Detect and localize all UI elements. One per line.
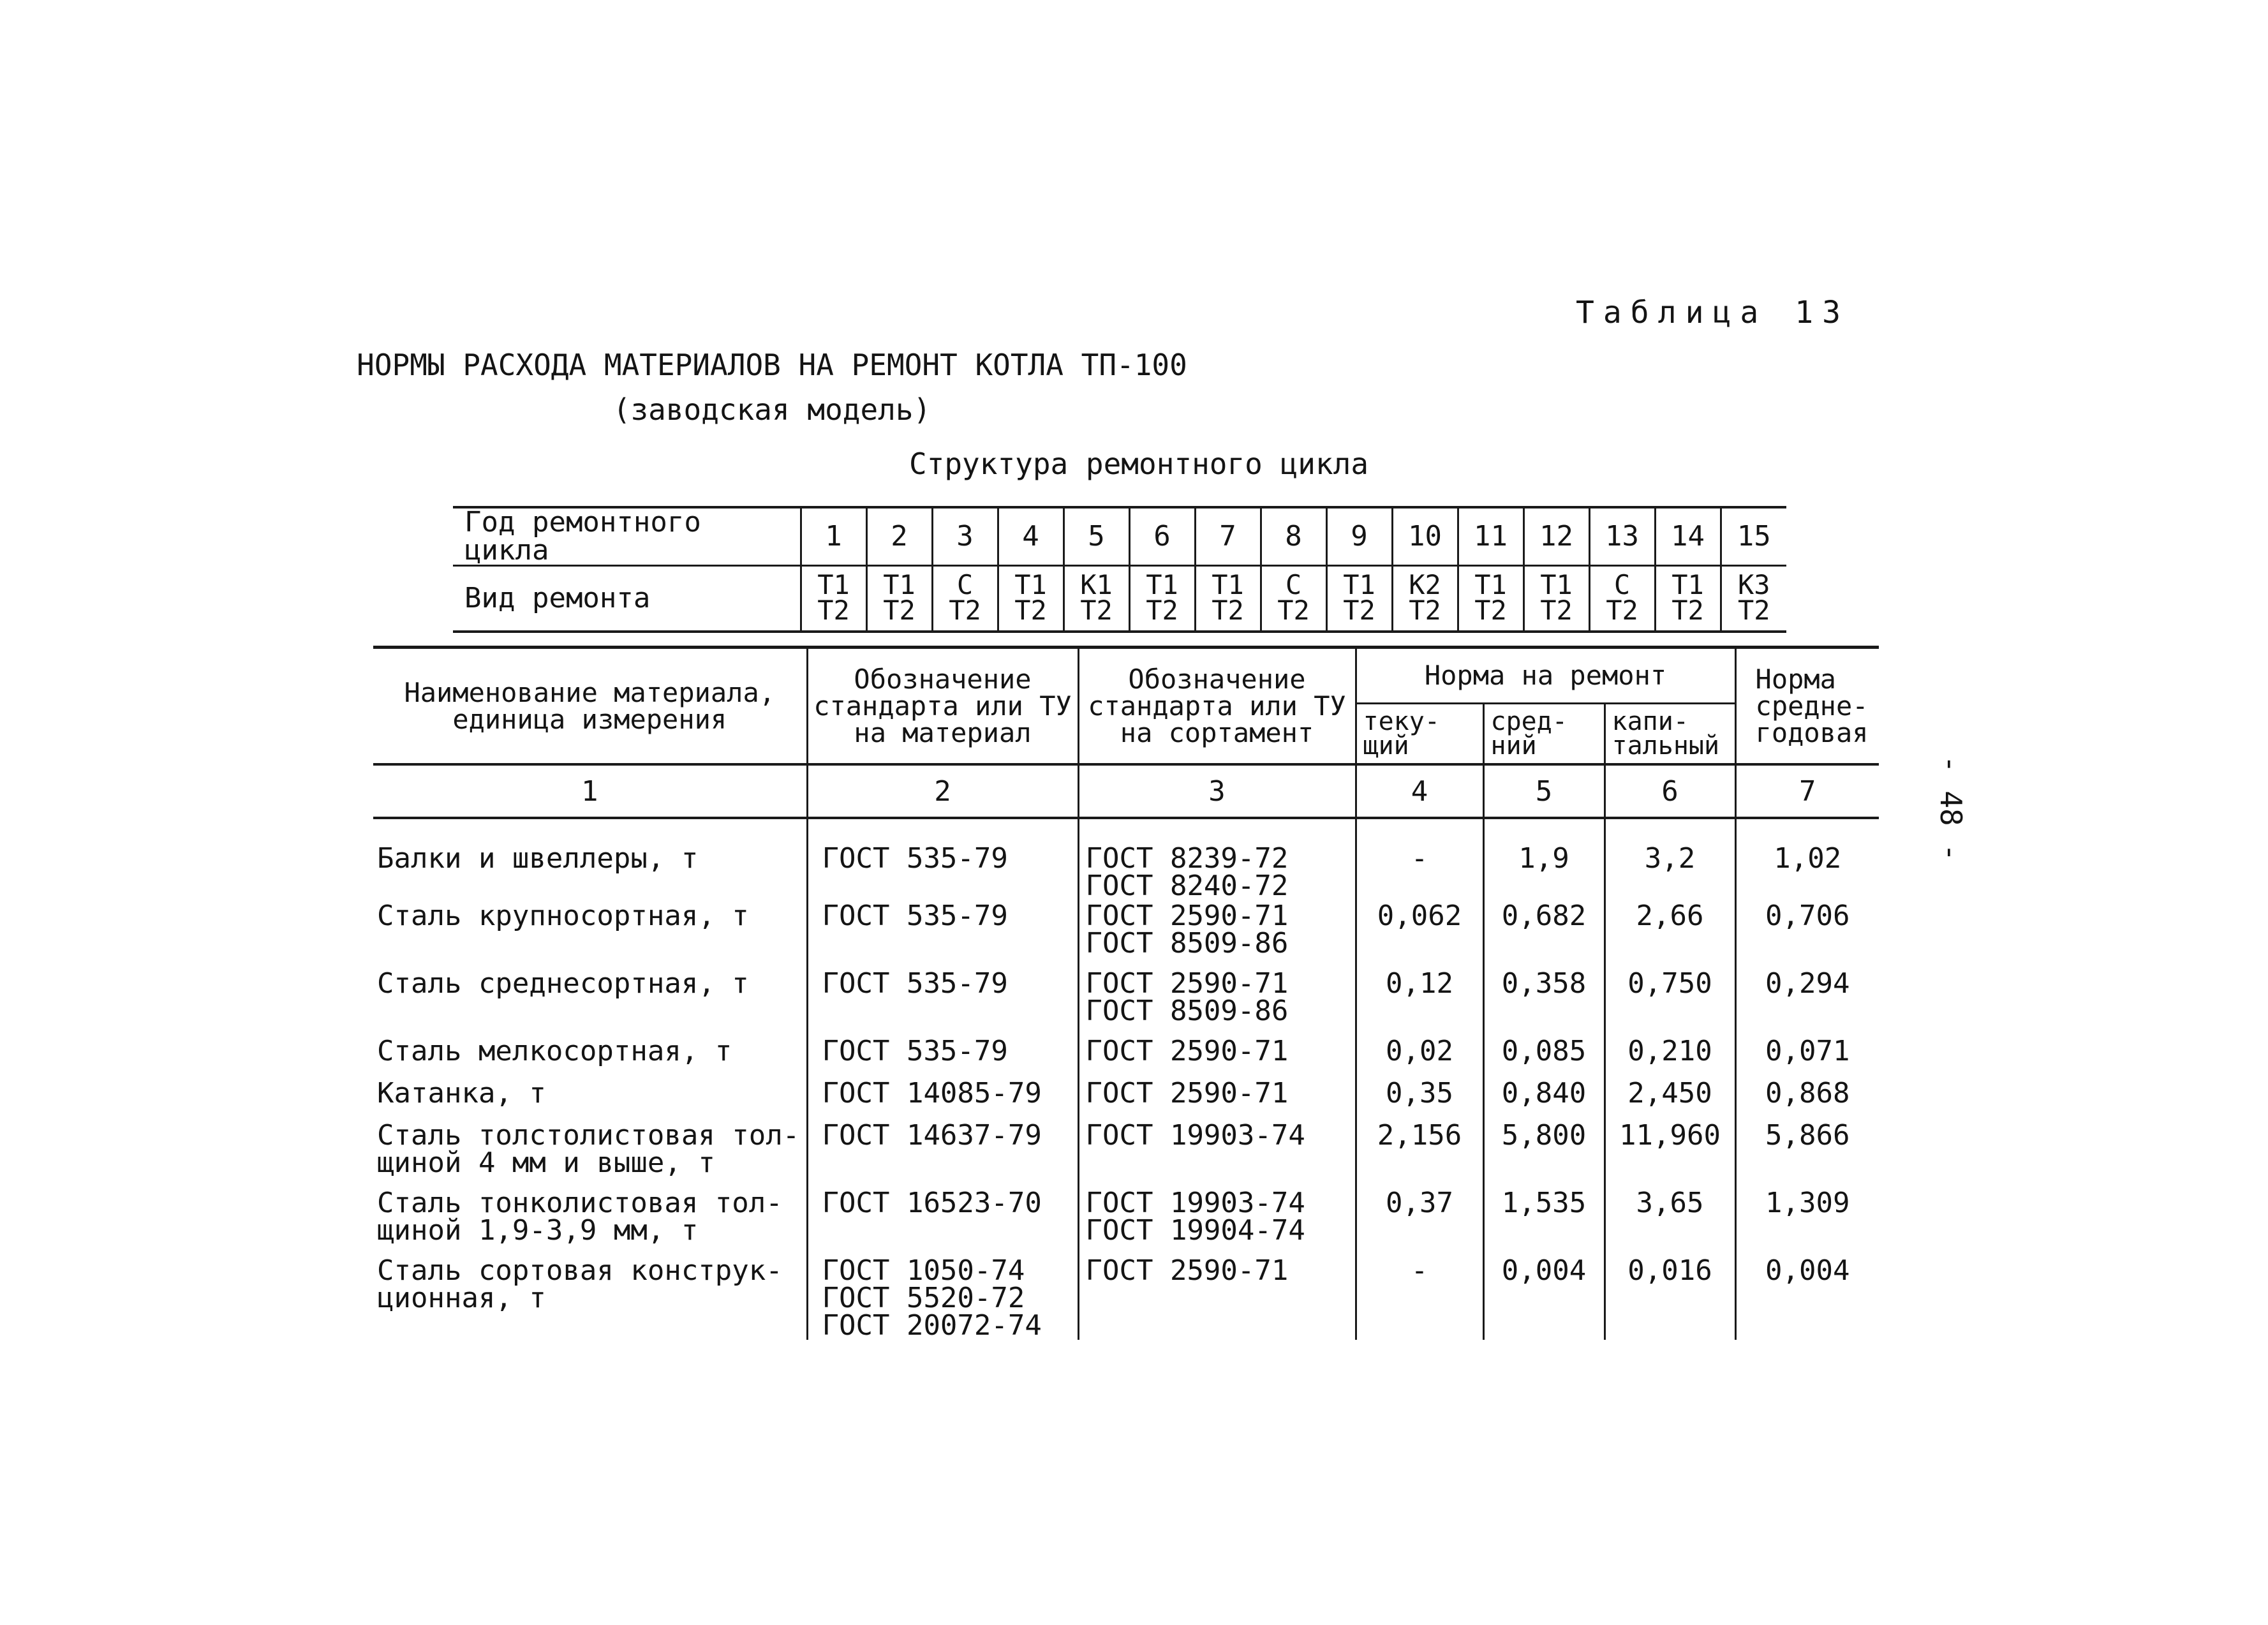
header-medium-repair: сред-ний: [1483, 704, 1605, 765]
cycle-year-cell: 1: [801, 507, 866, 566]
cycle-year-cell: 5: [1064, 507, 1129, 566]
table-row: [373, 1254, 1879, 1339]
cycle-year-cell: 15: [1721, 507, 1786, 566]
material-name: Сталь тонколистовая тол- щиной 1,9-3,9 мм, т: [373, 1187, 807, 1254]
material-name: Сталь крупносортная, т: [373, 900, 807, 967]
cycle-repair-cell: Т1 Т2: [998, 566, 1064, 632]
table-label: Таблица 13: [1576, 295, 1849, 330]
assortment-standard: ГОСТ 2590-71: [1078, 1254, 1356, 1339]
material-name: Сталь сортовая конструк- ционная, т: [373, 1254, 807, 1339]
assortment-standard: ГОСТ 2590-71: [1078, 1077, 1356, 1119]
norm-average: 1,309: [1735, 1187, 1879, 1254]
column-number: 4: [1356, 764, 1483, 818]
norm-current: 0,02: [1356, 1035, 1483, 1077]
norm-average: 0,004: [1735, 1254, 1879, 1339]
cycle-repair-cell: Т1 Т2: [1326, 566, 1392, 632]
material-standard: ГОСТ 16523-70: [807, 1187, 1078, 1254]
material-standard: ГОСТ 1050-74 ГОСТ 5520-72 ГОСТ 20072-74: [807, 1254, 1078, 1339]
column-number: 3: [1078, 764, 1356, 818]
cycle-year-cell: 11: [1458, 507, 1523, 566]
cycle-repair-cell: К1 Т2: [1064, 566, 1129, 632]
cycle-repair-cell: К3 Т2: [1721, 566, 1786, 632]
norm-current: 0,35: [1356, 1077, 1483, 1119]
assortment-standard: ГОСТ 2590-71: [1078, 1035, 1356, 1077]
material-standard: ГОСТ 535-79: [807, 967, 1078, 1035]
cycle-year-row: [453, 507, 1786, 566]
cycle-repair-cell: С Т2: [1261, 566, 1326, 632]
norm-average: 0,868: [1735, 1077, 1879, 1119]
material-standard: ГОСТ 535-79: [807, 900, 1078, 967]
norm-current: 0,37: [1356, 1187, 1483, 1254]
norm-medium: 0,358: [1483, 967, 1605, 1035]
cycle-year-cell: 14: [1655, 507, 1721, 566]
norm-current: 0,062: [1356, 900, 1483, 967]
cycle-repair-cell: С Т2: [932, 566, 998, 632]
norm-capital: 0,210: [1605, 1035, 1735, 1077]
cycle-repair-cell: Т1 Т2: [1195, 566, 1261, 632]
norm-capital: 3,2: [1605, 818, 1735, 900]
material-name: Катанка, т: [373, 1077, 807, 1119]
column-number: 6: [1605, 764, 1735, 818]
material-norms-table: [373, 646, 1879, 1340]
table-row: [373, 1035, 1879, 1077]
cycle-year-cell: 13: [1589, 507, 1655, 566]
norm-medium: 1,9: [1483, 818, 1605, 900]
norm-average: 1,02: [1735, 818, 1879, 900]
cycle-repair-label: Вид ремонта: [453, 566, 801, 632]
norm-current: -: [1356, 1254, 1483, 1339]
cycle-year-cell: 10: [1392, 507, 1458, 566]
norm-medium: 0,682: [1483, 900, 1605, 967]
material-standard: ГОСТ 535-79: [807, 1035, 1078, 1077]
norm-average: 0,071: [1735, 1035, 1879, 1077]
norm-capital: 2,450: [1605, 1077, 1735, 1119]
column-number: 1: [373, 764, 807, 818]
norm-medium: 1,535: [1483, 1187, 1605, 1254]
document-subtitle: (заводская модель): [612, 392, 931, 427]
cycle-repair-row: [453, 566, 1786, 632]
table-row: [373, 1187, 1879, 1254]
cycle-caption: Структура ремонтного цикла: [908, 447, 1369, 481]
norm-capital: 11,960: [1605, 1119, 1735, 1187]
column-number: 7: [1735, 764, 1879, 818]
page-number: - 48 -: [1934, 755, 1969, 862]
assortment-standard: ГОСТ 2590-71 ГОСТ 8509-86: [1078, 967, 1356, 1035]
cycle-year-cell: 12: [1523, 507, 1589, 566]
material-name: Сталь среднесортная, т: [373, 967, 807, 1035]
norm-medium: 5,800: [1483, 1119, 1605, 1187]
cycle-repair-cell: Т1 Т2: [866, 566, 932, 632]
header-current-repair: теку-щий: [1356, 704, 1483, 765]
norm-current: 2,156: [1356, 1119, 1483, 1187]
norm-average: 0,294: [1735, 967, 1879, 1035]
norm-medium: 0,085: [1483, 1035, 1605, 1077]
norm-average: 5,866: [1735, 1119, 1879, 1187]
document-title: НОРМЫ РАСХОДА МАТЕРИАЛОВ НА РЕМОНТ КОТЛА ТП-100: [357, 348, 1187, 382]
header-standard-material: Обозначение стандарта или ТУ на материал: [807, 648, 1078, 765]
cycle-repair-cell: Т1 Т2: [1523, 566, 1589, 632]
column-number: 2: [807, 764, 1078, 818]
header-capital-repair: капи-тальный: [1605, 704, 1735, 765]
header-material-name: Наименование материала, единица измерения: [373, 648, 807, 765]
assortment-standard: ГОСТ 19903-74 ГОСТ 19904-74: [1078, 1187, 1356, 1254]
table-row: [373, 1119, 1879, 1187]
cycle-year-cell: 2: [866, 507, 932, 566]
norm-capital: 2,66: [1605, 900, 1735, 967]
header-standard-assortment: Обозначение стандарта или ТУ на сортамент: [1078, 648, 1356, 765]
norm-capital: 0,016: [1605, 1254, 1735, 1339]
material-standard: ГОСТ 535-79: [807, 818, 1078, 900]
header-average-annual-norm: Норма средне-годовая: [1735, 648, 1879, 765]
material-name: Сталь толстолистовая тол- щиной 4 мм и выше, т: [373, 1119, 807, 1187]
cycle-year-cell: 4: [998, 507, 1064, 566]
table-row: [373, 900, 1879, 967]
norm-capital: 3,65: [1605, 1187, 1735, 1254]
assortment-standard: ГОСТ 19903-74: [1078, 1119, 1356, 1187]
norm-medium: 0,004: [1483, 1254, 1605, 1339]
cycle-repair-cell: С Т2: [1589, 566, 1655, 632]
norm-current: -: [1356, 818, 1483, 900]
table-row: [373, 818, 1879, 900]
material-name: Сталь мелкосортная, т: [373, 1035, 807, 1077]
table-row: [373, 1077, 1879, 1119]
material-standard: ГОСТ 14637-79: [807, 1119, 1078, 1187]
norm-medium: 0,840: [1483, 1077, 1605, 1119]
assortment-standard: ГОСТ 8239-72 ГОСТ 8240-72: [1078, 818, 1356, 900]
cycle-repair-cell: Т1 Т2: [1129, 566, 1195, 632]
cycle-repair-cell: Т1 Т2: [1655, 566, 1721, 632]
cycle-year-cell: 3: [932, 507, 998, 566]
assortment-standard: ГОСТ 2590-71 ГОСТ 8509-86: [1078, 900, 1356, 967]
header-repair-norm: Норма на ремонт: [1356, 648, 1735, 704]
cycle-year-cell: 8: [1261, 507, 1326, 566]
repair-cycle-table: [453, 506, 1786, 633]
material-standard: ГОСТ 14085-79: [807, 1077, 1078, 1119]
cycle-year-cell: 7: [1195, 507, 1261, 566]
cycle-year-cell: 9: [1326, 507, 1392, 566]
norm-current: 0,12: [1356, 967, 1483, 1035]
norm-average: 0,706: [1735, 900, 1879, 967]
cycle-repair-cell: Т1 Т2: [801, 566, 866, 632]
norm-capital: 0,750: [1605, 967, 1735, 1035]
cycle-year-label: Год ремонтного цикла: [453, 507, 801, 566]
table-row: [373, 967, 1879, 1035]
material-name: Балки и швеллеры, т: [373, 818, 807, 900]
cycle-repair-cell: К2 Т2: [1392, 566, 1458, 632]
cycle-repair-cell: Т1 Т2: [1458, 566, 1523, 632]
cycle-year-cell: 6: [1129, 507, 1195, 566]
column-number: 5: [1483, 764, 1605, 818]
